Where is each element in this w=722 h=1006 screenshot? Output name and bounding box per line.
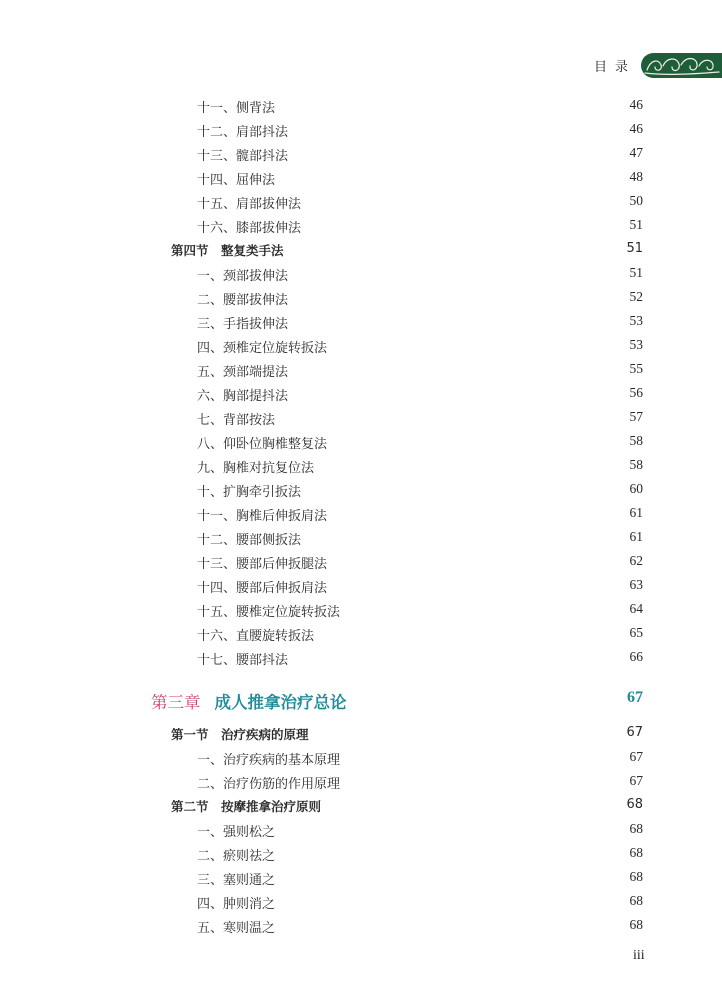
toc-page-number: 63 [629, 577, 643, 592]
toc-item-row [0, 769, 722, 793]
toc-page-number: 67 [626, 725, 643, 740]
toc-item-row [0, 333, 722, 357]
toc-item-row [0, 621, 722, 645]
toc-item-row [0, 549, 722, 573]
toc-item-row [0, 645, 722, 669]
toc-item-row [0, 405, 722, 429]
toc-item-row [0, 865, 722, 889]
toc-entry-title: 九、胸椎对抗复位法 [197, 461, 315, 476]
toc-page-number: 58 [629, 457, 643, 472]
toc-entry-title: 十一、侧背法 [197, 101, 276, 116]
toc-entry-title: 第二节 按摩推拿治疗原则 [171, 799, 322, 814]
toc-page-number: 52 [629, 289, 643, 304]
toc-entry-title: 一、强则松之 [197, 825, 276, 840]
toc-entry-title [151, 689, 347, 713]
toc-item-row [0, 841, 722, 865]
toc-page-number: 67 [629, 749, 643, 764]
toc-entry-title: 十五、肩部拔伸法 [197, 197, 302, 212]
toc-page-number: 53 [629, 337, 643, 352]
toc-page-number: 64 [629, 601, 643, 616]
toc-entry-title: 十七、腰部抖法 [197, 653, 289, 668]
toc-item-row [0, 597, 722, 621]
toc-entry-title: 十六、直腰旋转扳法 [197, 629, 315, 644]
toc-page-number: 68 [629, 893, 643, 908]
toc-page-number: 48 [629, 169, 643, 184]
toc-entry-title: 第一节 治疗疾病的原理 [171, 727, 309, 742]
toc-entry-title: 十一、胸椎后伸扳肩法 [197, 509, 328, 524]
toc-entry-title: 十二、肩部抖法 [197, 125, 289, 140]
toc-entry-title: 十六、膝部拔伸法 [197, 221, 302, 236]
toc-item-row [0, 141, 722, 165]
toc-entry-title: 三、手指拔伸法 [197, 317, 289, 332]
toc-page-number: 62 [629, 553, 643, 568]
toc-entry-title: 五、寒则温之 [197, 921, 276, 936]
toc-entry-title: 十三、腰部后伸扳腿法 [197, 557, 328, 572]
toc-entry-title: 五、颈部端提法 [197, 365, 289, 380]
toc-item-row [0, 573, 722, 597]
toc-entry-title: 二、腰部拔伸法 [197, 293, 289, 308]
toc-page-number: 50 [629, 193, 643, 208]
toc-item-row [0, 381, 722, 405]
toc-item-row [0, 261, 722, 285]
toc-page-number: 51 [629, 217, 643, 232]
toc-item-row [0, 817, 722, 841]
toc-entry-title: 十四、屈伸法 [197, 173, 276, 188]
page-folio: iii [633, 948, 645, 963]
toc-page-number: 60 [629, 481, 643, 496]
toc-item-row [0, 309, 722, 333]
toc-entry-title: 十、扩胸牵引扳法 [197, 485, 302, 500]
toc-item-row [0, 477, 722, 501]
toc-item-row [0, 285, 722, 309]
chapter-number: 第三章 [151, 693, 201, 712]
table-of-contents [0, 93, 722, 937]
toc-entry-title: 四、肿则消之 [197, 897, 276, 912]
toc-page-number: 67 [627, 689, 643, 706]
toc-section-row [0, 237, 722, 261]
toc-entry-title: 第四节 整复类手法 [171, 243, 284, 258]
toc-entry-title: 十四、腰部后伸扳肩法 [197, 581, 328, 596]
toc-page-number: 56 [629, 385, 643, 400]
toc-entry-title: 十五、腰椎定位旋转扳法 [197, 605, 341, 620]
toc-entry-title: 三、塞则通之 [197, 873, 276, 888]
toc-page-number: 68 [629, 869, 643, 884]
toc-entry-title: 六、胸部提抖法 [197, 389, 289, 404]
toc-page-number: 65 [629, 625, 643, 640]
toc-item-row [0, 453, 722, 477]
toc-item-row [0, 745, 722, 769]
toc-page-number: 68 [629, 845, 643, 860]
toc-page-number: 51 [629, 265, 643, 280]
toc-item-row [0, 913, 722, 937]
toc-page-number: 47 [629, 145, 643, 160]
toc-entry-title: 十三、髋部抖法 [197, 149, 289, 164]
toc-item-row [0, 165, 722, 189]
toc-page-number: 46 [629, 121, 643, 136]
toc-page-number: 68 [629, 917, 643, 932]
toc-item-row [0, 213, 722, 237]
toc-entry-title: 二、瘀则祛之 [197, 849, 276, 864]
toc-page-number: 68 [626, 797, 643, 812]
toc-entry-title: 七、背部按法 [197, 413, 276, 428]
toc-page-number: 61 [629, 529, 643, 544]
toc-item-row [0, 357, 722, 381]
toc-entry-title: 一、颈部拔伸法 [197, 269, 289, 284]
toc-chapter-row [0, 687, 722, 719]
chapter-title: 成人推拿治疗总论 [214, 693, 347, 712]
running-header-label: 目录 [594, 60, 637, 75]
toc-page-number: 51 [626, 241, 643, 256]
toc-entry-title: 二、治疗伤筋的作用原理 [197, 777, 341, 792]
toc-page-number: 53 [629, 313, 643, 328]
toc-item-row [0, 117, 722, 141]
header-ornament-tab [641, 53, 722, 78]
toc-entry-title: 八、仰卧位胸椎整复法 [197, 437, 328, 452]
toc-entry-title: 十二、腰部侧扳法 [197, 533, 302, 548]
toc-entry-title: 四、颈椎定位旋转扳法 [197, 341, 328, 356]
toc-page-number: 67 [629, 773, 643, 788]
toc-page-number: 57 [629, 409, 643, 424]
toc-section-row [0, 721, 722, 745]
toc-page-number: 46 [629, 97, 643, 112]
toc-page-number: 68 [629, 821, 643, 836]
toc-item-row [0, 189, 722, 213]
toc-item-row [0, 525, 722, 549]
toc-item-row [0, 501, 722, 525]
toc-page-number: 66 [629, 649, 643, 664]
toc-item-row [0, 889, 722, 913]
toc-page-number: 55 [629, 361, 643, 376]
toc-page-number: 61 [629, 505, 643, 520]
toc-item-row [0, 93, 722, 117]
swirl-ornament-icon [641, 53, 722, 78]
toc-page-number: 58 [629, 433, 643, 448]
toc-entry-title: 一、治疗疾病的基本原理 [197, 753, 341, 768]
toc-item-row [0, 429, 722, 453]
toc-section-row [0, 793, 722, 817]
